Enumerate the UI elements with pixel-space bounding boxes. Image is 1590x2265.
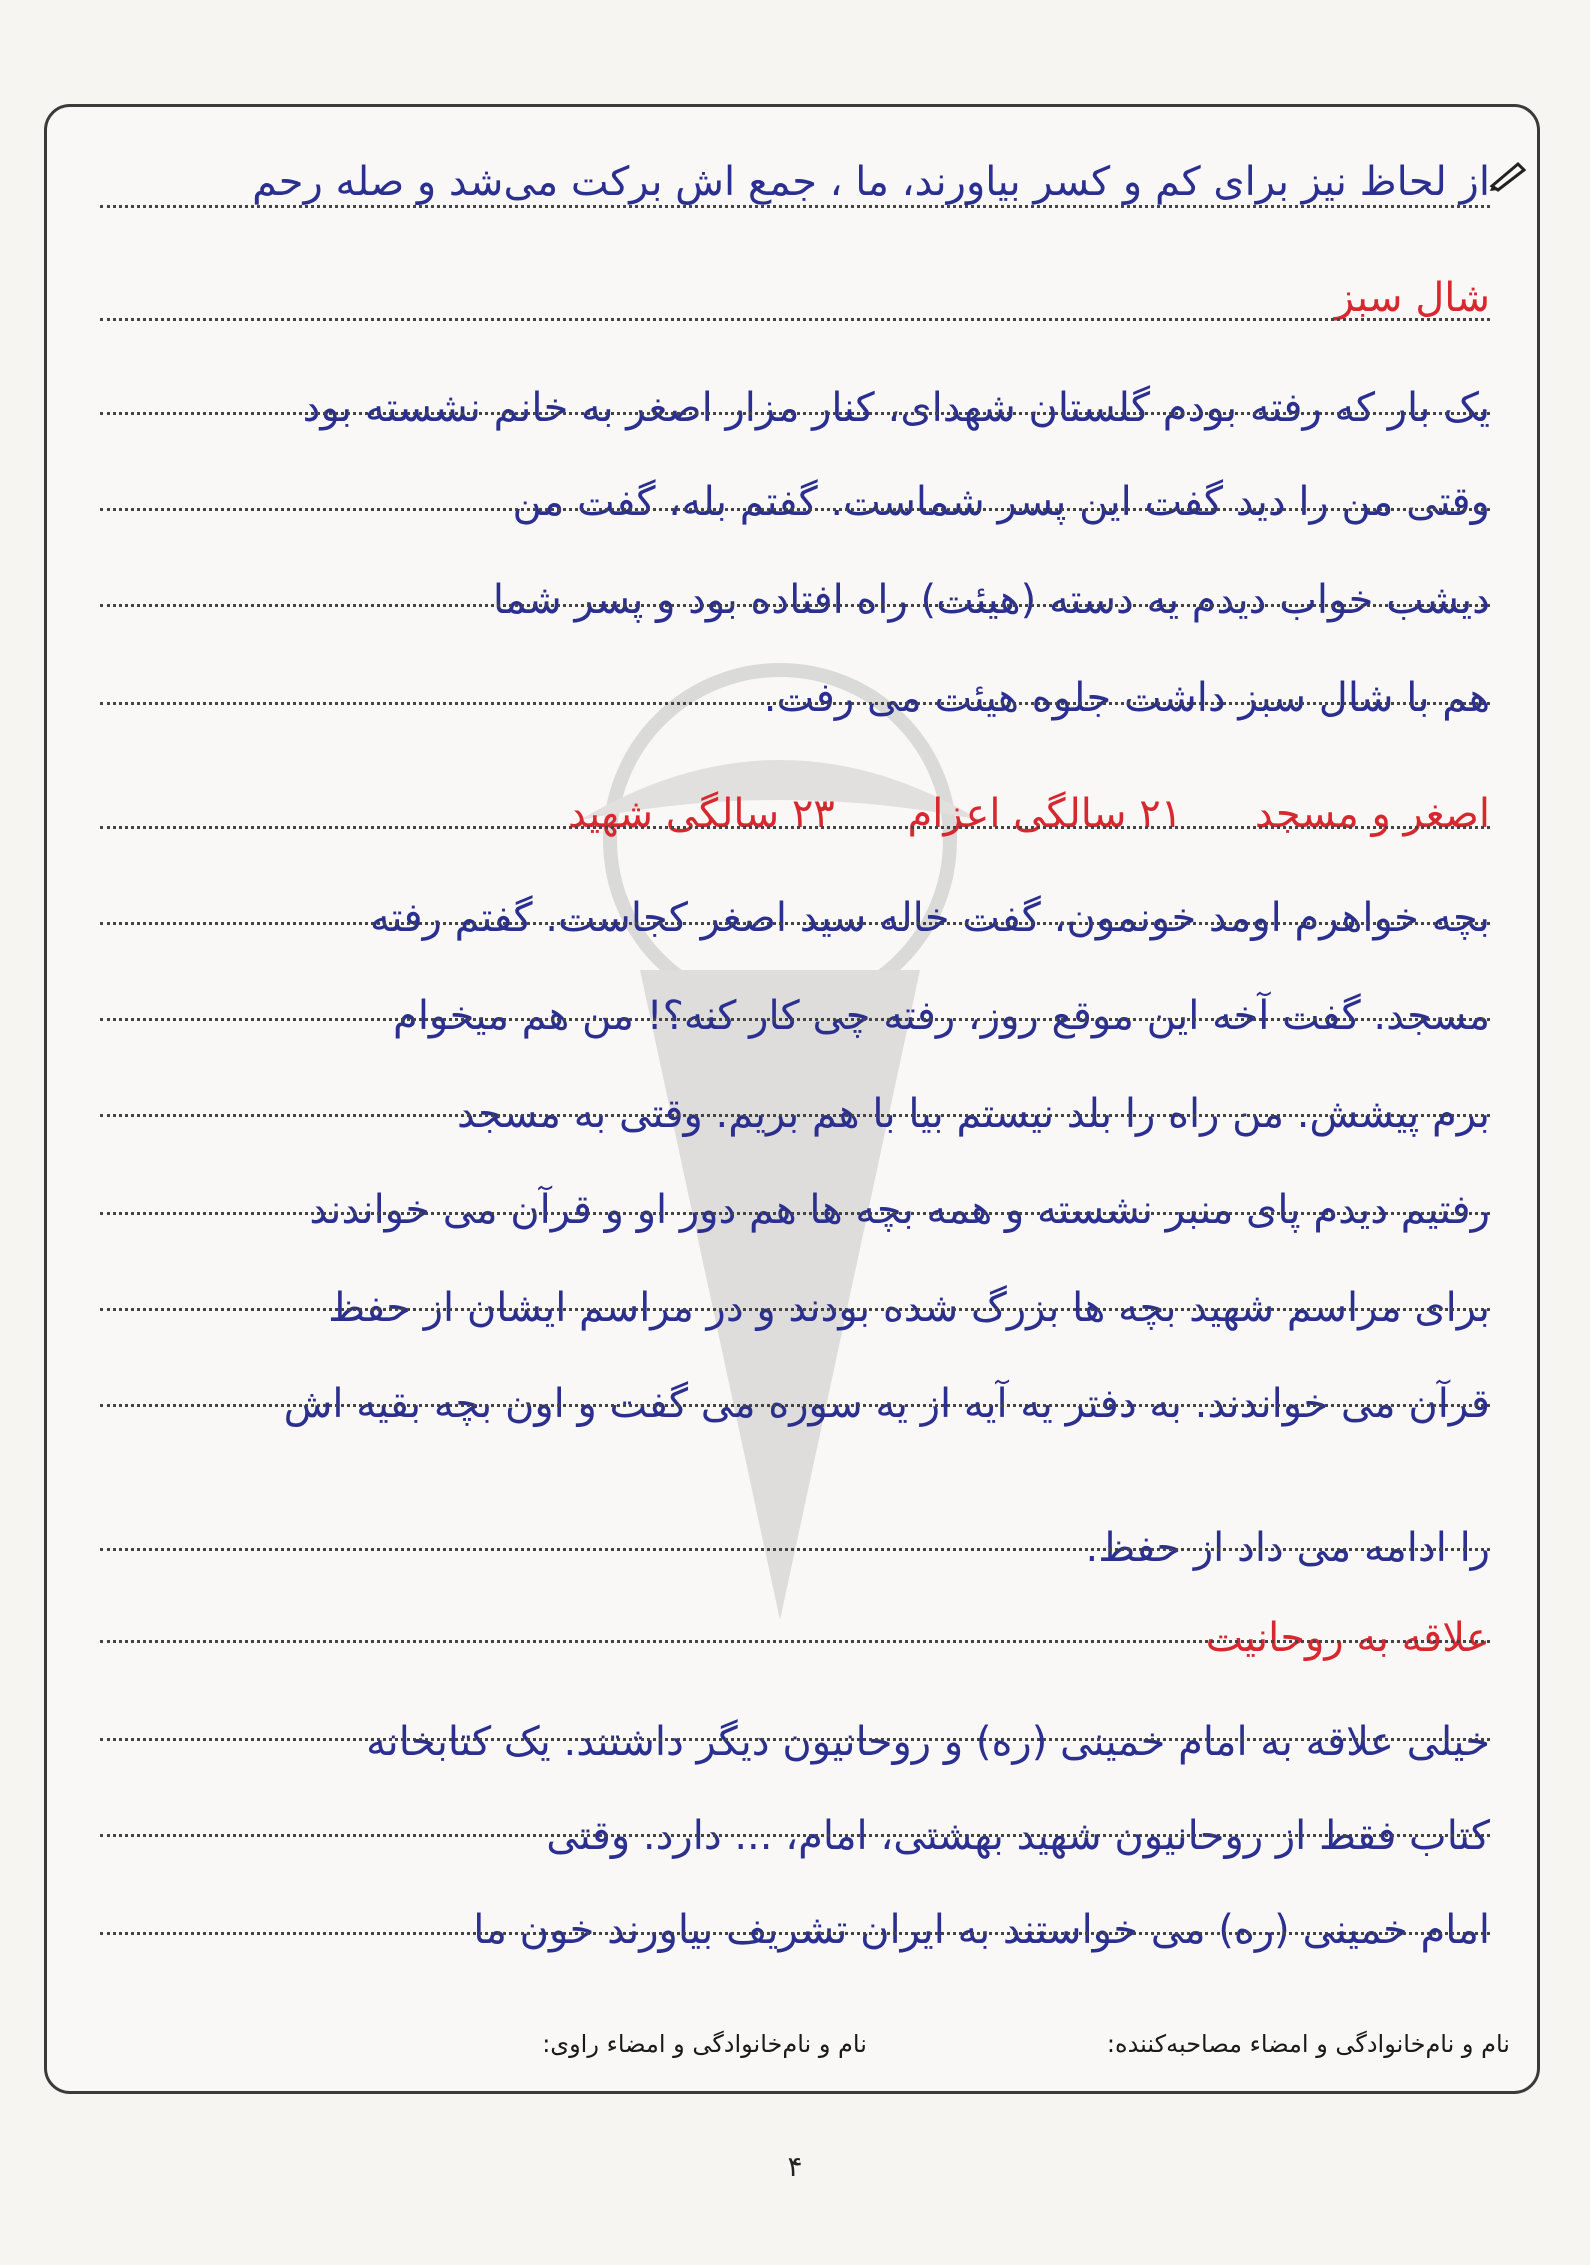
ruled-line: [100, 1404, 1490, 1407]
text-line: خیلی علاقه به امام خمینی (ره) و روحانیون دیگر داشتند. یک کتابخانه: [366, 1719, 1490, 1765]
text-line: بچه خواهرم اومد خونمون، گفت خاله سید اصغر کجاست. گفتم رفته: [369, 895, 1490, 941]
ruled-line: [100, 702, 1490, 705]
ruled-line: [100, 508, 1490, 511]
ruled-line: [100, 1738, 1490, 1741]
section-heading: شال سبز: [1334, 275, 1490, 321]
ruled-line: [100, 1932, 1490, 1935]
text-line: رفتیم دیدم پای منبر نشسته و همه بچه ها هم دور او و قرآن می خواندند: [309, 1187, 1490, 1233]
text-line: کتاب فقط از روحانیون شهید بهشتی، امام، ... دارد. وقتی: [546, 1813, 1490, 1859]
page-number: ۴: [787, 2150, 803, 2183]
text-line: از لحاظ نیز برای کم و کسر بیاورند، ما ، جمع اش برکت می‌شد و صله رحم: [252, 159, 1490, 205]
narrator-signature-label: نام و نام‌خانوادگی و امضاء راوی:: [542, 2030, 867, 2058]
ruled-line: [100, 1212, 1490, 1215]
section-heading-row: [100, 782, 1490, 846]
ruled-line: [100, 1640, 1490, 1643]
ruled-line: [100, 205, 1490, 208]
section-title: اصغر و مسجد: [1254, 791, 1490, 837]
ruled-line: [100, 1834, 1490, 1837]
ruled-line: [100, 412, 1490, 415]
text-line: قرآن می خواندند. به دفتر یه آیه از یه سوره می گفت و اون بچه بقیه اش: [283, 1381, 1490, 1427]
text-line: یک بار که رفته بودم گلستان شهدای، کنار مزار اصغر به خانم نشسته بود: [302, 385, 1490, 431]
ruled-line: [100, 826, 1490, 829]
pencil-icon: [1488, 158, 1528, 192]
signature-labels: [70, 2030, 1510, 2058]
martyrdom-age: ۲۳ سالگی شهید: [568, 791, 835, 837]
ruled-line: [100, 604, 1490, 607]
ruled-line: [100, 1308, 1490, 1311]
text-line: دیشب خواب دیدم یه دسته (هیئت) راه افتاده بود و پسر شما: [492, 577, 1490, 623]
text-line: را ادامه می داد از حفظ.: [1085, 1525, 1490, 1571]
ruled-line: [100, 318, 1490, 321]
ruled-line: [100, 1548, 1490, 1551]
deployment-age: ۲۱ سالگی اعزام: [907, 791, 1183, 837]
text-line: هم با شال سبز داشت جلوه هیئت می رفت.: [763, 675, 1490, 721]
ruled-line: [100, 1018, 1490, 1021]
text-line: مسجد. گفت آخه این موقع روز، رفته چی کار کنه؟! من هم میخوام: [393, 993, 1490, 1039]
section-heading: علاقه به روحانیت: [1205, 1615, 1490, 1661]
text-line: وقتی من را دید گفت این پسر شماست. گفتم بله، گفت من: [512, 479, 1490, 525]
text-line: برم پیشش. من راه را بلد نیستم بیا با هم بریم. وقتی به مسجد: [457, 1091, 1490, 1137]
text-line: برای مراسم شهید بچه ها بزرگ شده بودند و در مراسم ایشان از حفظ: [328, 1285, 1490, 1331]
interviewer-signature-label: نام و نام‌خانوادگی و امضاء مصاحبه‌کننده:: [1106, 2030, 1510, 2058]
ruled-line: [100, 1114, 1490, 1117]
ruled-line: [100, 922, 1490, 925]
text-line: امام خمینی (ره) می خواستند به ایران تشریف بیاورند خون ما: [473, 1907, 1490, 1953]
